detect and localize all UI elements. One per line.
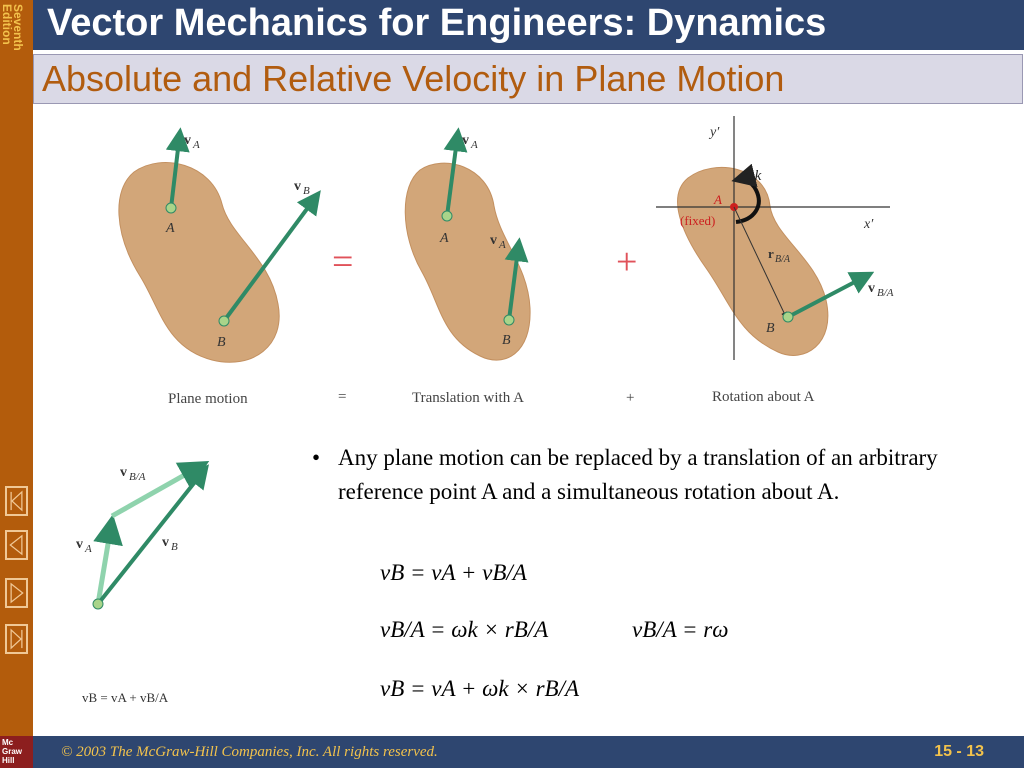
point-B-1	[219, 316, 229, 326]
label-vA-2b-sub: A	[499, 239, 506, 251]
label-vBA-triangle-sub: B/A	[129, 471, 146, 483]
label-vA-2b: v	[490, 233, 497, 248]
label-vBA: v	[868, 281, 875, 296]
last-slide-icon	[7, 626, 26, 652]
first-slide-icon	[7, 488, 26, 514]
copyright-notice: © 2003 The McGraw-Hill Companies, Inc. All rights reserved.	[61, 744, 438, 760]
label-fixed-A: A	[714, 192, 722, 207]
label-vA-1: v	[184, 133, 191, 148]
previous-slide-button[interactable]	[5, 530, 28, 560]
point-A-1	[166, 203, 176, 213]
label-vA-triangle-sub: A	[85, 543, 92, 555]
subtitle-bar	[33, 54, 1023, 104]
label-vA-2-sub: A	[471, 139, 478, 151]
plane-motion-figure	[104, 108, 920, 420]
label-vBA-triangle: v	[120, 465, 127, 480]
slide-subtitle: Absolute and Relative Velocity in Plane Motion	[42, 58, 785, 99]
label-point-B-3: B	[766, 321, 775, 336]
caption-plus: +	[626, 390, 635, 406]
logo-line-2: Graw	[2, 747, 23, 756]
point-B-3	[783, 312, 793, 322]
rigid-body-2	[405, 163, 530, 360]
plus-sign: +	[616, 241, 638, 283]
edition-line-2: Edition	[0, 4, 14, 45]
footer	[33, 736, 1024, 768]
next-slide-icon	[7, 580, 26, 606]
title-bar	[33, 0, 1024, 50]
logo-line-1: Mc	[2, 738, 14, 747]
rigid-body-3	[678, 167, 828, 355]
label-vA-triangle: v	[76, 537, 83, 552]
triangle-relation: vB = vA + vB/A	[82, 690, 169, 705]
equation-2: vB/A = ωk × rB/A	[380, 617, 549, 642]
label-vA-1-sub: A	[193, 139, 200, 151]
label-vB-1-sub: B	[303, 185, 310, 197]
equation-2b: vB/A = rω	[632, 617, 729, 642]
label-vA-2: v	[462, 133, 469, 148]
bullet-dot: •	[312, 445, 321, 470]
label-point-A-2: A	[440, 231, 449, 246]
previous-slide-icon	[7, 532, 26, 558]
caption-rotation: Rotation about A	[712, 389, 815, 405]
label-fixed: (fixed)	[680, 213, 716, 228]
point-A-2	[442, 211, 452, 221]
caption-equals: =	[338, 389, 347, 405]
first-slide-button[interactable]	[5, 486, 28, 516]
caption-translation: Translation with A	[412, 390, 524, 406]
label-vB-triangle-sub: B	[171, 541, 178, 553]
last-slide-button[interactable]	[5, 624, 28, 654]
velocity-triangle-figure	[68, 440, 218, 725]
bullet-text: Any plane motion can be replaced by a translation of an arbitrary reference point A and a simultaneous rotation about A.	[338, 445, 938, 504]
equation-3: vB = vA + ωk × rB/A	[380, 676, 580, 701]
point-B-2	[504, 315, 514, 325]
label-rBA: r	[768, 246, 774, 261]
logo-line-3: Hill	[2, 756, 15, 765]
label-vB-1: v	[294, 179, 301, 194]
label-point-B-2: B	[502, 333, 511, 348]
equals-sign: =	[332, 241, 354, 283]
edition-line-1: Seventh	[11, 4, 25, 51]
origin-point	[93, 599, 103, 609]
rigid-body-1	[119, 162, 279, 362]
label-axis-y: y′	[710, 125, 720, 140]
label-point-A-1: A	[166, 221, 175, 236]
label-omega-k: ωk	[744, 168, 762, 184]
label-vB-triangle: v	[162, 535, 169, 550]
page-number: 15 - 13	[934, 743, 984, 760]
next-slide-button[interactable]	[5, 578, 28, 608]
slide-title: Vector Mechanics for Engineers: Dynamics	[47, 2, 827, 44]
label-rBA-sub: B/A	[775, 254, 790, 265]
caption-plane-motion: Plane motion	[168, 391, 248, 407]
mcgraw-hill-logo	[0, 736, 33, 768]
equation-1: vB = vA + vB/A	[380, 560, 527, 585]
edition-label	[2, 2, 30, 68]
label-vBA-sub: B/A	[877, 287, 894, 299]
sidebar	[0, 0, 33, 768]
label-axis-x: x′	[864, 217, 874, 232]
label-point-B-1: B	[217, 335, 226, 350]
